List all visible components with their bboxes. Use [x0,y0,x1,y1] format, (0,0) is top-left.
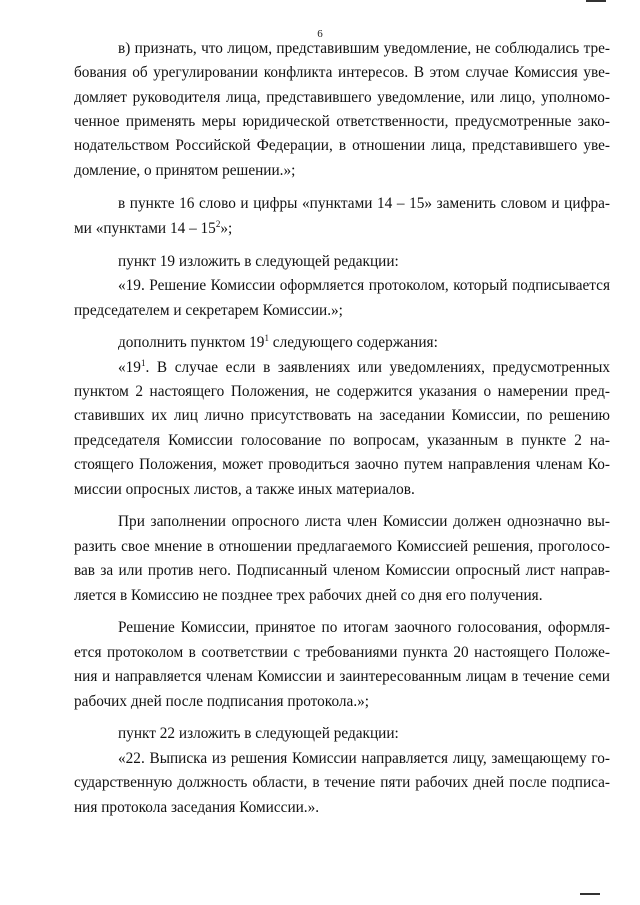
text-line [118,332,610,355]
text-line [74,691,610,714]
line-text: «19. Решение Комиссии оформляется протоколом, который подписывается [118,277,610,294]
text-line [74,454,610,477]
text-line [118,357,610,380]
line-text: Решение Комиссии, принятое по итогам заочного голосования, оформля- [118,619,610,636]
line-text: стоящего Положения, может проводиться заочно путем направления членам Ко- [74,456,610,473]
line-text: ния и направляется членам Комиссии и заинтересованным лицам в течение семи [74,668,610,685]
scan-mark-bottom [580,893,600,895]
text-line [74,405,610,428]
line-text: бования об урегулировании конфликта интересов. В этом случае Комиссия уве- [74,64,610,81]
text-line [74,536,610,559]
superscript: 1 [264,333,269,343]
line-text: ченное применять меры юридической ответственности, предусмотренные зако- [74,113,610,130]
text-line [74,87,610,110]
line-text-continued: »; [220,220,233,237]
line-text: «19 [118,359,141,376]
line-text: ставивших их лиц лично присутствовать на заседании Комиссии, по решению [74,407,610,424]
superscript: 1 [140,358,146,368]
line-text: пунктом 2 настоящего Положения, не содержится указания о намерении пред- [74,383,610,400]
line-text: разить свое мнение в отношении предлагаемого Комиссией решения, проголосо- [74,538,610,555]
text-line [118,723,610,746]
line-text: пункт 19 изложить в следующей редакции: [118,253,399,270]
line-text: пункт 22 изложить в следующей редакции: [118,725,399,742]
line-text: ется протоколом в соответствии с требованиями пункта 20 настоящего Положе- [74,644,610,661]
text-line [118,193,610,216]
text-line [74,797,610,820]
text-line [74,479,610,502]
line-text: в пункте 16 слово и цифры «пунктами 14 – 15» заменить словом и цифра- [118,195,610,212]
line-text: миссии опросных листов, а также иных материалов. [74,481,415,498]
line-text-continued: . В случае если в заявлениях или уведомлениях, предусмотренных [145,359,610,376]
line-text: домляет руководителя лица, представившего уведомление, или лицо, уполномо- [74,89,610,106]
line-text: председателя Комиссии голосование по вопросам, указанным в пункте 2 на- [74,432,610,449]
line-text: рабочих дней после подписания протокола.»; [74,693,370,710]
line-text: «22. Выписка из решения Комиссии направляется лицу, замещающему го- [118,750,610,767]
text-line [74,62,610,85]
line-text: нодательством Российской Федерации, в отношении лица, представившего уве- [74,137,610,154]
text-line [74,300,610,323]
text-line [74,560,610,583]
text-line [74,772,610,795]
scan-mark-top [586,0,606,2]
line-text: домление, о принятом решении.»; [74,162,296,179]
text-line [118,38,610,61]
text-line [74,218,610,241]
text-line [74,585,610,608]
text-line [74,135,610,158]
text-line [74,666,610,689]
line-text: При заполнении опросного листа член Комиссии должен однозначно вы- [118,513,610,530]
text-line [74,381,610,404]
text-line [118,748,610,771]
line-text: председателем и секретарем Комиссии.»; [74,302,343,319]
text-line [118,251,610,274]
page-number: 6 [317,28,323,40]
line-text: в) признать, что лицом, представившим уведомление, не соблюдались тре- [118,40,610,57]
line-text: вав за или против него. Подписанный членом Комиссии опросный лист направ- [74,562,610,579]
text-line [118,511,610,534]
superscript: 2 [215,219,221,229]
text-line [118,617,610,640]
line-text: ми «пунктами 14 – 15 [74,220,216,237]
text-line [74,430,610,453]
line-text: дополнить пунктом 19 [118,334,265,351]
line-text: сударственную должность области, в течение пяти рабочих дней после подписа- [74,774,610,791]
text-line [118,275,610,298]
text-line [74,642,610,665]
line-text-continued: следующего содержания: [268,334,438,351]
text-line [74,111,610,134]
line-text: ния протокола заседания Комиссии.». [74,799,320,816]
line-text: ляется в Комиссию не позднее трех рабочих дней со дня его получения. [74,587,543,604]
text-line [74,160,610,183]
